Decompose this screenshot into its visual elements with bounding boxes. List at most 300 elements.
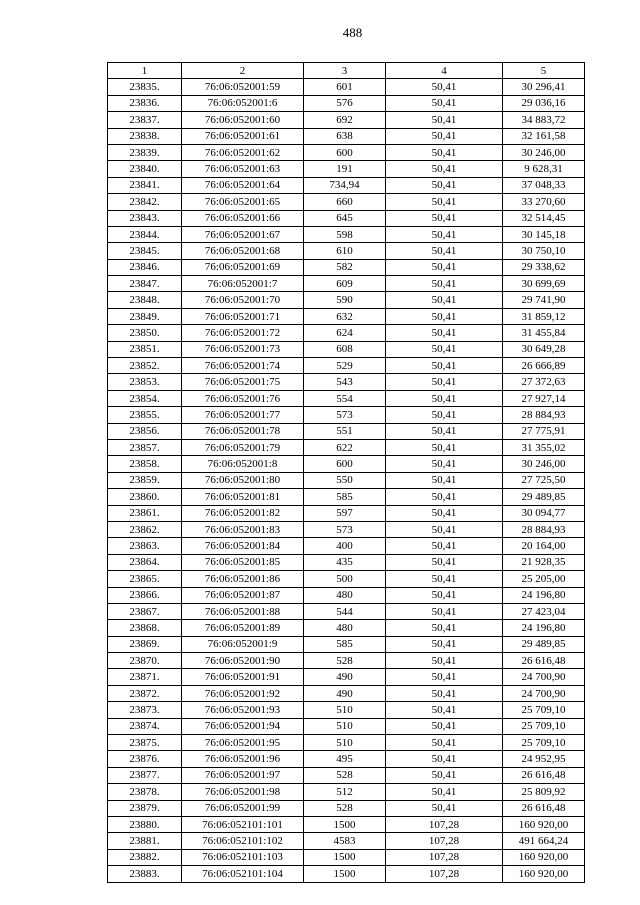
- area-cell: 600: [304, 144, 386, 160]
- rate-cell: 50,41: [386, 489, 503, 505]
- table-row: [108, 472, 585, 488]
- area-cell: 512: [304, 784, 386, 800]
- row-number-cell: 23850.: [108, 325, 182, 341]
- amount-cell: 30 246,00: [503, 456, 585, 472]
- table-row: [108, 800, 585, 816]
- amount-cell: 24 196,80: [503, 620, 585, 636]
- cadastral-number-cell: 76:06:052001:89: [182, 620, 304, 636]
- table-row: [108, 210, 585, 226]
- row-number-cell: 23852.: [108, 358, 182, 374]
- area-cell: 528: [304, 767, 386, 783]
- amount-cell: 27 725,50: [503, 472, 585, 488]
- table-row: [108, 685, 585, 701]
- row-number-cell: 23879.: [108, 800, 182, 816]
- amount-cell: 27 372,63: [503, 374, 585, 390]
- table-row: [108, 620, 585, 636]
- area-cell: 551: [304, 423, 386, 439]
- cadastral-number-cell: 76:06:052101:103: [182, 849, 304, 865]
- area-cell: 544: [304, 603, 386, 619]
- table-row: [108, 866, 585, 882]
- row-number-cell: 23872.: [108, 685, 182, 701]
- table-row: [108, 144, 585, 160]
- rate-cell: 50,41: [386, 538, 503, 554]
- area-cell: 528: [304, 800, 386, 816]
- area-cell: 638: [304, 128, 386, 144]
- column-header-3: 3: [304, 63, 386, 79]
- cadastral-number-cell: 76:06:052001:74: [182, 358, 304, 374]
- area-cell: 550: [304, 472, 386, 488]
- amount-cell: 30 296,41: [503, 79, 585, 95]
- row-number-cell: 23844.: [108, 226, 182, 242]
- cadastral-number-cell: 76:06:052001:59: [182, 79, 304, 95]
- rate-cell: 50,41: [386, 79, 503, 95]
- table-row: [108, 95, 585, 111]
- row-number-cell: 23875.: [108, 735, 182, 751]
- area-cell: 543: [304, 374, 386, 390]
- rate-cell: 50,41: [386, 276, 503, 292]
- area-cell: 597: [304, 505, 386, 521]
- table-row: [108, 358, 585, 374]
- cadastral-number-cell: 76:06:052001:6: [182, 95, 304, 111]
- amount-cell: 25 809,92: [503, 784, 585, 800]
- area-cell: 582: [304, 259, 386, 275]
- rate-cell: 50,41: [386, 702, 503, 718]
- table-row: [108, 308, 585, 324]
- rate-cell: 50,41: [386, 554, 503, 570]
- row-number-cell: 23860.: [108, 489, 182, 505]
- area-cell: 645: [304, 210, 386, 226]
- cadastral-number-cell: 76:06:052001:68: [182, 243, 304, 259]
- rate-cell: 50,41: [386, 767, 503, 783]
- rate-cell: 50,41: [386, 341, 503, 357]
- rate-cell: 50,41: [386, 161, 503, 177]
- row-number-cell: 23877.: [108, 767, 182, 783]
- cadastral-number-cell: 76:06:052101:101: [182, 816, 304, 832]
- table-row: [108, 276, 585, 292]
- area-cell: 4583: [304, 833, 386, 849]
- area-cell: 600: [304, 456, 386, 472]
- amount-cell: 31 355,02: [503, 439, 585, 455]
- table-row: [108, 603, 585, 619]
- rate-cell: 50,41: [386, 325, 503, 341]
- amount-cell: 30 750,10: [503, 243, 585, 259]
- area-cell: 590: [304, 292, 386, 308]
- amount-cell: 30 649,28: [503, 341, 585, 357]
- table-row: [108, 816, 585, 832]
- area-cell: 495: [304, 751, 386, 767]
- table-row: [108, 833, 585, 849]
- amount-cell: 33 270,60: [503, 194, 585, 210]
- amount-cell: 27 927,14: [503, 390, 585, 406]
- cadastral-number-cell: 76:06:052001:73: [182, 341, 304, 357]
- rate-cell: 50,41: [386, 390, 503, 406]
- rate-cell: 50,41: [386, 685, 503, 701]
- data-table: [107, 62, 585, 883]
- cadastral-number-cell: 76:06:052001:90: [182, 653, 304, 669]
- amount-cell: 9 628,31: [503, 161, 585, 177]
- area-cell: 608: [304, 341, 386, 357]
- amount-cell: 29 741,90: [503, 292, 585, 308]
- cadastral-number-cell: 76:06:052001:61: [182, 128, 304, 144]
- rate-cell: 50,41: [386, 653, 503, 669]
- cadastral-number-cell: 76:06:052001:62: [182, 144, 304, 160]
- amount-cell: 29 489,85: [503, 636, 585, 652]
- row-number-cell: 23857.: [108, 439, 182, 455]
- row-number-cell: 23836.: [108, 95, 182, 111]
- amount-cell: 21 928,35: [503, 554, 585, 570]
- area-cell: 400: [304, 538, 386, 554]
- table-row: [108, 194, 585, 210]
- area-cell: 609: [304, 276, 386, 292]
- row-number-cell: 23847.: [108, 276, 182, 292]
- amount-cell: 160 920,00: [503, 816, 585, 832]
- table-row: [108, 128, 585, 144]
- row-number-cell: 23874.: [108, 718, 182, 734]
- rate-cell: 107,28: [386, 816, 503, 832]
- table-row: [108, 112, 585, 128]
- cadastral-number-cell: 76:06:052001:65: [182, 194, 304, 210]
- area-cell: 1500: [304, 849, 386, 865]
- row-number-cell: 23883.: [108, 866, 182, 882]
- cadastral-number-cell: 76:06:052001:93: [182, 702, 304, 718]
- rate-cell: 107,28: [386, 866, 503, 882]
- amount-cell: 26 616,48: [503, 800, 585, 816]
- amount-cell: 25 709,10: [503, 718, 585, 734]
- amount-cell: 32 161,58: [503, 128, 585, 144]
- cadastral-number-cell: 76:06:052001:70: [182, 292, 304, 308]
- row-number-cell: 23863.: [108, 538, 182, 554]
- cadastral-number-cell: 76:06:052001:83: [182, 521, 304, 537]
- rate-cell: 50,41: [386, 308, 503, 324]
- column-header-1: 1: [108, 63, 182, 79]
- cadastral-number-cell: 76:06:052001:80: [182, 472, 304, 488]
- row-number-cell: 23882.: [108, 849, 182, 865]
- cadastral-number-cell: 76:06:052001:69: [182, 259, 304, 275]
- table-row: [108, 669, 585, 685]
- area-cell: 585: [304, 489, 386, 505]
- rate-cell: 50,41: [386, 669, 503, 685]
- table-row: [108, 341, 585, 357]
- row-number-cell: 23856.: [108, 423, 182, 439]
- column-header-4: 4: [386, 63, 503, 79]
- rate-cell: 50,41: [386, 177, 503, 193]
- cadastral-number-cell: 76:06:052001:98: [182, 784, 304, 800]
- area-cell: 480: [304, 620, 386, 636]
- amount-cell: 29 489,85: [503, 489, 585, 505]
- table-row: [108, 390, 585, 406]
- amount-cell: 24 952,95: [503, 751, 585, 767]
- rate-cell: 50,41: [386, 784, 503, 800]
- rate-cell: 50,41: [386, 439, 503, 455]
- rate-cell: 50,41: [386, 603, 503, 619]
- amount-cell: 30 246,00: [503, 144, 585, 160]
- rate-cell: 50,41: [386, 407, 503, 423]
- area-cell: 601: [304, 79, 386, 95]
- row-number-cell: 23861.: [108, 505, 182, 521]
- row-number-cell: 23868.: [108, 620, 182, 636]
- rate-cell: 50,41: [386, 521, 503, 537]
- column-header-5: 5: [503, 63, 585, 79]
- area-cell: 573: [304, 521, 386, 537]
- area-cell: 435: [304, 554, 386, 570]
- amount-cell: 27 775,91: [503, 423, 585, 439]
- row-number-cell: 23838.: [108, 128, 182, 144]
- rate-cell: 50,41: [386, 243, 503, 259]
- cadastral-number-cell: 76:06:052001:78: [182, 423, 304, 439]
- table-row: [108, 505, 585, 521]
- rate-cell: 50,41: [386, 505, 503, 521]
- amount-cell: 25 709,10: [503, 702, 585, 718]
- row-number-cell: 23846.: [108, 259, 182, 275]
- area-cell: 632: [304, 308, 386, 324]
- rate-cell: 107,28: [386, 849, 503, 865]
- row-number-cell: 23840.: [108, 161, 182, 177]
- table-row: [108, 161, 585, 177]
- table-row: [108, 767, 585, 783]
- rate-cell: 50,41: [386, 374, 503, 390]
- amount-cell: 30 145,18: [503, 226, 585, 242]
- area-cell: 585: [304, 636, 386, 652]
- cadastral-number-cell: 76:06:052001:86: [182, 571, 304, 587]
- rate-cell: 107,28: [386, 833, 503, 849]
- area-cell: 692: [304, 112, 386, 128]
- area-cell: 490: [304, 685, 386, 701]
- amount-cell: 25 709,10: [503, 735, 585, 751]
- rate-cell: 50,41: [386, 636, 503, 652]
- rate-cell: 50,41: [386, 95, 503, 111]
- table-row: [108, 259, 585, 275]
- table-row: [108, 521, 585, 537]
- amount-cell: 491 664,24: [503, 833, 585, 849]
- row-number-cell: 23876.: [108, 751, 182, 767]
- amount-cell: 24 700,90: [503, 669, 585, 685]
- rate-cell: 50,41: [386, 358, 503, 374]
- row-number-cell: 23853.: [108, 374, 182, 390]
- row-number-cell: 23878.: [108, 784, 182, 800]
- rate-cell: 50,41: [386, 210, 503, 226]
- cadastral-number-cell: 76:06:052001:8: [182, 456, 304, 472]
- row-number-cell: 23866.: [108, 587, 182, 603]
- table-row: [108, 226, 585, 242]
- cadastral-number-cell: 76:06:052001:76: [182, 390, 304, 406]
- area-cell: 598: [304, 226, 386, 242]
- cadastral-number-cell: 76:06:052001:92: [182, 685, 304, 701]
- area-cell: 734,94: [304, 177, 386, 193]
- row-number-cell: 23843.: [108, 210, 182, 226]
- table-row: [108, 456, 585, 472]
- amount-cell: 34 883,72: [503, 112, 585, 128]
- cadastral-number-cell: 76:06:052101:102: [182, 833, 304, 849]
- column-header-2: 2: [182, 63, 304, 79]
- cadastral-number-cell: 76:06:052001:67: [182, 226, 304, 242]
- table-row: [108, 571, 585, 587]
- cadastral-number-cell: 76:06:052101:104: [182, 866, 304, 882]
- table-row: [108, 374, 585, 390]
- area-cell: 510: [304, 702, 386, 718]
- amount-cell: 20 164,00: [503, 538, 585, 554]
- table-row: [108, 784, 585, 800]
- area-cell: 554: [304, 390, 386, 406]
- row-number-cell: 23835.: [108, 79, 182, 95]
- rate-cell: 50,41: [386, 112, 503, 128]
- row-number-cell: 23869.: [108, 636, 182, 652]
- area-cell: 510: [304, 718, 386, 734]
- row-number-cell: 23871.: [108, 669, 182, 685]
- cadastral-number-cell: 76:06:052001:79: [182, 439, 304, 455]
- page-number: 488: [342, 25, 363, 40]
- amount-cell: 30 094,77: [503, 505, 585, 521]
- table-row: [108, 423, 585, 439]
- amount-cell: 25 205,00: [503, 571, 585, 587]
- area-cell: 660: [304, 194, 386, 210]
- row-number-cell: 23848.: [108, 292, 182, 308]
- cadastral-number-cell: 76:06:052001:95: [182, 735, 304, 751]
- area-cell: 624: [304, 325, 386, 341]
- table-row: [108, 735, 585, 751]
- rate-cell: 50,41: [386, 571, 503, 587]
- table-row: [108, 243, 585, 259]
- cadastral-number-cell: 76:06:052001:96: [182, 751, 304, 767]
- row-number-cell: 23845.: [108, 243, 182, 259]
- rate-cell: 50,41: [386, 259, 503, 275]
- table-row: [108, 702, 585, 718]
- cadastral-number-cell: 76:06:052001:94: [182, 718, 304, 734]
- amount-cell: 31 455,84: [503, 325, 585, 341]
- rate-cell: 50,41: [386, 128, 503, 144]
- row-number-cell: 23859.: [108, 472, 182, 488]
- table-row: [108, 79, 585, 95]
- row-number-cell: 23867.: [108, 603, 182, 619]
- table-row: [108, 849, 585, 865]
- amount-cell: 37 048,33: [503, 177, 585, 193]
- area-cell: 576: [304, 95, 386, 111]
- row-number-cell: 23858.: [108, 456, 182, 472]
- rate-cell: 50,41: [386, 423, 503, 439]
- row-number-cell: 23862.: [108, 521, 182, 537]
- area-cell: 191: [304, 161, 386, 177]
- table-header-row: [108, 63, 585, 79]
- area-cell: 510: [304, 735, 386, 751]
- rate-cell: 50,41: [386, 292, 503, 308]
- rate-cell: 50,41: [386, 226, 503, 242]
- rate-cell: 50,41: [386, 472, 503, 488]
- table-row: [108, 718, 585, 734]
- row-number-cell: 23880.: [108, 816, 182, 832]
- amount-cell: 26 616,48: [503, 767, 585, 783]
- table-row: [108, 636, 585, 652]
- row-number-cell: 23849.: [108, 308, 182, 324]
- row-number-cell: 23865.: [108, 571, 182, 587]
- rate-cell: 50,41: [386, 144, 503, 160]
- amount-cell: 26 666,89: [503, 358, 585, 374]
- cadastral-number-cell: 76:06:052001:9: [182, 636, 304, 652]
- cadastral-number-cell: 76:06:052001:66: [182, 210, 304, 226]
- amount-cell: 24 700,90: [503, 685, 585, 701]
- amount-cell: 28 884,93: [503, 407, 585, 423]
- amount-cell: 29 036,16: [503, 95, 585, 111]
- cadastral-number-cell: 76:06:052001:75: [182, 374, 304, 390]
- cadastral-number-cell: 76:06:052001:84: [182, 538, 304, 554]
- row-number-cell: 23837.: [108, 112, 182, 128]
- amount-cell: 27 423,04: [503, 603, 585, 619]
- cadastral-number-cell: 76:06:052001:77: [182, 407, 304, 423]
- area-cell: 480: [304, 587, 386, 603]
- row-number-cell: 23839.: [108, 144, 182, 160]
- cadastral-number-cell: 76:06:052001:60: [182, 112, 304, 128]
- row-number-cell: 23881.: [108, 833, 182, 849]
- row-number-cell: 23841.: [108, 177, 182, 193]
- rate-cell: 50,41: [386, 194, 503, 210]
- table-row: [108, 292, 585, 308]
- cadastral-number-cell: 76:06:052001:82: [182, 505, 304, 521]
- rate-cell: 50,41: [386, 735, 503, 751]
- cadastral-number-cell: 76:06:052001:87: [182, 587, 304, 603]
- amount-cell: 30 699,69: [503, 276, 585, 292]
- area-cell: 490: [304, 669, 386, 685]
- area-cell: 529: [304, 358, 386, 374]
- row-number-cell: 23842.: [108, 194, 182, 210]
- cadastral-number-cell: 76:06:052001:63: [182, 161, 304, 177]
- row-number-cell: 23873.: [108, 702, 182, 718]
- cadastral-number-cell: 76:06:052001:99: [182, 800, 304, 816]
- table-row: [108, 325, 585, 341]
- row-number-cell: 23851.: [108, 341, 182, 357]
- cadastral-number-cell: 76:06:052001:64: [182, 177, 304, 193]
- table-row: [108, 653, 585, 669]
- cadastral-number-cell: 76:06:052001:72: [182, 325, 304, 341]
- table-row: [108, 554, 585, 570]
- rate-cell: 50,41: [386, 751, 503, 767]
- rate-cell: 50,41: [386, 587, 503, 603]
- cadastral-number-cell: 76:06:052001:71: [182, 308, 304, 324]
- table-row: [108, 751, 585, 767]
- rate-cell: 50,41: [386, 800, 503, 816]
- area-cell: 610: [304, 243, 386, 259]
- area-cell: 528: [304, 653, 386, 669]
- row-number-cell: 23854.: [108, 390, 182, 406]
- row-number-cell: 23864.: [108, 554, 182, 570]
- cadastral-number-cell: 76:06:052001:97: [182, 767, 304, 783]
- cadastral-number-cell: 76:06:052001:88: [182, 603, 304, 619]
- table-row: [108, 538, 585, 554]
- amount-cell: 24 196,80: [503, 587, 585, 603]
- amount-cell: 29 338,62: [503, 259, 585, 275]
- rate-cell: 50,41: [386, 718, 503, 734]
- table-body: [108, 63, 585, 883]
- amount-cell: 31 859,12: [503, 308, 585, 324]
- amount-cell: 26 616,48: [503, 653, 585, 669]
- amount-cell: 32 514,45: [503, 210, 585, 226]
- table-row: [108, 407, 585, 423]
- cadastral-number-cell: 76:06:052001:81: [182, 489, 304, 505]
- area-cell: 500: [304, 571, 386, 587]
- area-cell: 573: [304, 407, 386, 423]
- cadastral-number-cell: 76:06:052001:85: [182, 554, 304, 570]
- rate-cell: 50,41: [386, 620, 503, 636]
- amount-cell: 160 920,00: [503, 849, 585, 865]
- table-row: [108, 489, 585, 505]
- area-cell: 1500: [304, 866, 386, 882]
- row-number-cell: 23870.: [108, 653, 182, 669]
- amount-cell: 28 884,93: [503, 521, 585, 537]
- amount-cell: 160 920,00: [503, 866, 585, 882]
- area-cell: 622: [304, 439, 386, 455]
- row-number-cell: 23855.: [108, 407, 182, 423]
- cadastral-number-cell: 76:06:052001:7: [182, 276, 304, 292]
- area-cell: 1500: [304, 816, 386, 832]
- table-row: [108, 587, 585, 603]
- table-row: [108, 177, 585, 193]
